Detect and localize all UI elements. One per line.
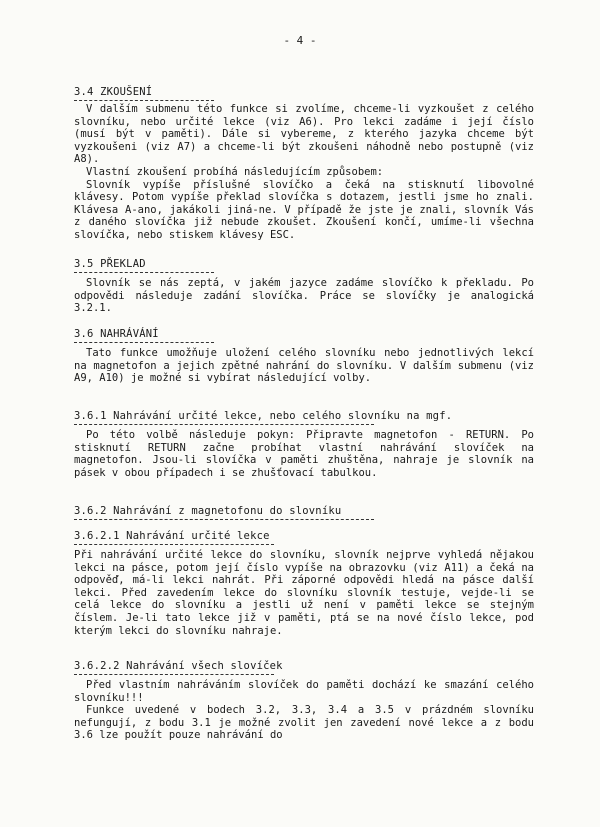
section-heading: 3.6.1 Nahrávání určité lekce, nebo celého slovníku na mgf. <box>74 410 453 422</box>
paragraph: Tato funkce umožňuje uložení celého slovníku nebo jednotlivých lekcí na magnetofon a jejich zpětné nahrání do slovníku. V dalším submenu (viz A9, A10) je možné si vybírat následující volby. <box>74 347 534 385</box>
paragraph: Funkce uvedené v bodech 3.2, 3.3, 3.4 a 3.5 v prázdném slovníku nefungují, z bodu 3.1 je možné zvolit jen zavedení nové lekce a z bodu 3.6 lze použít pouze nahrávání do <box>74 704 534 742</box>
section-3-6-2-2 <box>74 660 534 742</box>
heading-underline <box>74 424 374 425</box>
paragraph: Slovník vypíše příslušné slovíčko a čeká na stisknutí libovolné klávesy. Potom vypíše překlad slovíčka s dotazem, jestli jsme ho znali. Klávesa A-ano, jakákoli jiná-ne. V případě že jste je znali, slovník Vás z daného slovíčka již nebude zkoušet. Zkoušení končí, umíme-li všechna slovíčka, nebo stiskem klávesy ESC. <box>74 178 534 241</box>
paragraph: Před vlastním nahráváním slovíček do paměti dochází ke smazání celého slovníku!!! <box>74 679 534 704</box>
paragraph: V dalším submenu této funkce si zvolíme, chceme-li vyzkoušet z celého slovníku, nebo určité lekce (viz A6). Pro lekci zadáme i její číslo (musí být v paměti). Dále si vybereme, z kterého jazyka chceme být vyzkoušeni (viz A7) a chceme-li být zkoušeni náhodně nebo postupně (viz A8). <box>74 103 534 166</box>
section-3-4 <box>74 86 534 242</box>
paragraph: Při nahrávání určité lekce do slovníku, slovník nejprve vyhledá nějakou lekci na pásce, potom její číslo vypíše na obrazovku (viz A11) a čeká na odpověď, má-li lekci nahrát. Při záporné odpovědi hledá na pásce další lekci. Před zavedením lekce do slovníku slovník testuje, vejde-li se celá lekce do slovníku a jestli už není v paměti lekce se stejným číslem. Je-li tato lekce již v paměti, ptá se na nové číslo lekce, pod kterým lekci do slovníku nahraje. <box>74 549 534 637</box>
heading-underline <box>74 544 274 545</box>
paragraph: Po této volbě následuje pokyn: Připravte magnetofon - RETURN. Po stisknutí RETURN začne probíhat vlastní nahrávání slovíček na magnetofon. Jsou-li slovíčka v paměti zhuštěna, nahraje je slovník na pásek v obou případech i se zhušťovací tabulkou. <box>74 429 534 479</box>
section-3-5 <box>74 258 534 315</box>
section-heading: 3.6.2 Nahrávání z magnetofonu do slovníku <box>74 505 342 517</box>
section-3-6 <box>74 328 534 385</box>
section-heading: 3.6 NAHRÁVÁNÍ <box>74 328 159 340</box>
heading-underline <box>74 100 214 101</box>
paragraph: Slovník se nás zeptá, v jakém jazyce zadáme slovíčko k překladu. Po odpovědi následuje zadání slovíčka. Práce se slovíčky je analogická 3.2.1. <box>74 277 534 315</box>
page-number: - 4 - <box>283 34 317 47</box>
section-heading: 3.6.2.1 Nahrávání určité lekce <box>74 530 270 542</box>
section-heading: 3.5 PŘEKLAD <box>74 258 146 270</box>
heading-underline <box>74 519 374 520</box>
section-3-6-1 <box>74 410 534 479</box>
section-3-6-2-1 <box>74 530 534 637</box>
section-heading: 3.6.2.2 Nahrávání všech slovíček <box>74 660 283 672</box>
heading-underline <box>74 272 214 273</box>
section-heading: 3.4 ZKOUŠENÍ <box>74 86 153 98</box>
heading-underline <box>74 342 214 343</box>
section-3-6-2 <box>74 505 534 520</box>
paragraph: Vlastní zkoušení probíhá následujícím způsobem: <box>86 165 384 178</box>
heading-underline <box>74 674 274 675</box>
